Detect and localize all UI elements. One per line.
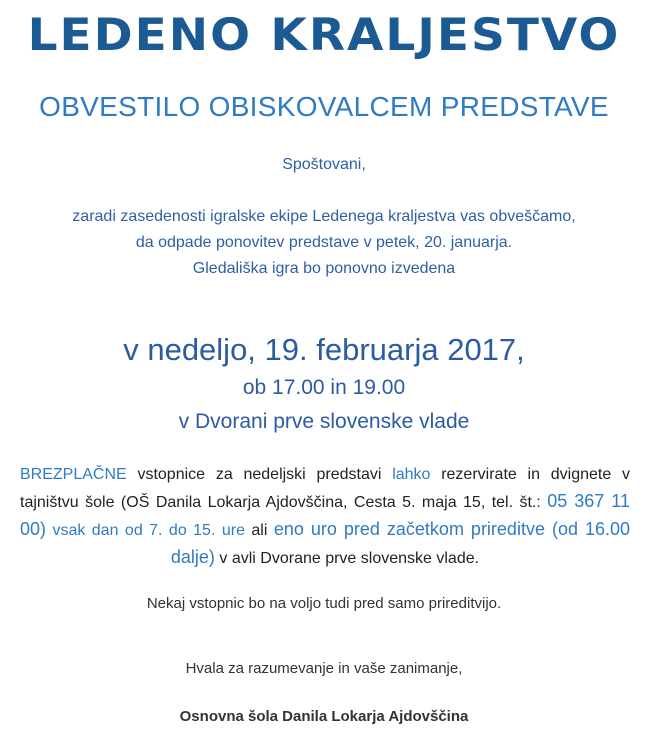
hour-before-text: eno uro pred začetkom prireditve (od 16.00 dalje)	[170, 519, 631, 567]
notice-line-2: da odpade ponovitev predstave v petek, 20. januarja.	[135, 234, 513, 251]
event-time: ob 17.00 in 19.00	[242, 376, 406, 399]
free-label: BREZPLAČNE	[20, 466, 127, 483]
greeting: Spoštovani,	[282, 156, 366, 173]
event-date: v nedeljo, 19. februarja 2017,	[123, 332, 525, 367]
extra-tickets-note: Nekaj vstopnic bo na voljo tudi pred samo prireditvijo.	[146, 595, 502, 612]
ticket-info	[20, 461, 630, 572]
ticket-text-1: vstopnice za nedeljski predstavi	[126, 466, 393, 483]
every-day-text: vsak dan od 7. do 15. ure	[46, 522, 245, 539]
event-venue: v Dvorani prve slovenske vlade	[178, 410, 470, 433]
page-title: LEDENO KRALJESTVO	[27, 9, 621, 62]
thanks-line: Hvala za razumevanje in vaše zanimanje,	[185, 660, 463, 677]
reserve-text: rezervirate in dvignete v tajništvu	[20, 466, 631, 511]
ticket-text-2: lahko	[392, 466, 442, 483]
notice-line-1: zaradi zasedenosti igralske ekipe Ledenega kraljestva vas obveščamo,	[72, 208, 576, 225]
or-text: ali	[244, 522, 274, 539]
page-subtitle: OBVESTILO OBISKOVALCEM PREDSTAVE	[39, 91, 609, 122]
lobby-text: v avli Dvorane prve slovenske vlade	[214, 550, 475, 567]
phone-number: 05 367 11 00)	[20, 491, 630, 539]
notice-line-3: Gledališka igra bo ponovno izvedena	[192, 260, 456, 277]
period: .	[474, 550, 480, 567]
signature: Osnovna šola Danila Lokarja Ajdovščina	[179, 708, 469, 725]
ticket-text-3: šole (	[78, 494, 127, 511]
school-address: OŠ Danila Lokarja Ajdovščina, Cesta 5. maja 15, tel. št.:	[126, 494, 541, 511]
